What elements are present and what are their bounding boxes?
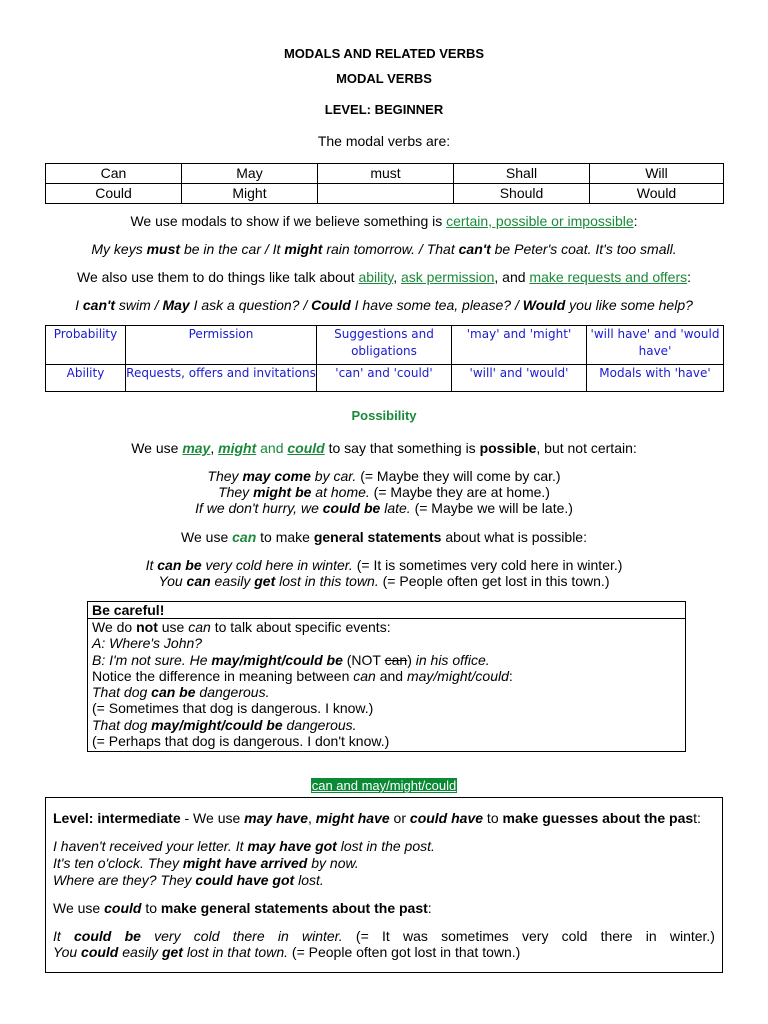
page-subtitle: MODAL VERBS [336,71,432,86]
possibility-example-4 [0,557,768,573]
word: cold [193,928,220,944]
text: I ask a question? / [189,297,312,313]
possibility-example-5 [0,573,768,589]
emphasis: may have [244,810,308,826]
emphasis: can't [82,297,115,313]
text: It [145,557,158,573]
text: , but not certain: [536,440,637,456]
intermediate-line [53,838,435,855]
text: to talk about specific events: [210,619,391,635]
text: If we don't hurry, we [195,500,323,516]
text: We use [53,900,105,916]
emphasis: can [353,667,376,684]
text: It's ten o'clock. They [53,855,183,871]
word: (= [355,928,369,944]
level-label: LEVEL: BEGINNER [324,102,444,117]
text: (= It is sometimes very cold here in winter.) [352,557,623,573]
text: We do [92,619,137,635]
table-cell: Shall [454,164,590,184]
text: very cold here in winter. [201,557,353,573]
usage-example-1 [0,241,768,257]
text: you like some help? [565,297,693,313]
text: t: [693,810,701,826]
link-ability-cell[interactable]: Ability [46,365,126,392]
intro-text: The modal verbs are: [317,133,451,149]
word: there [232,928,265,944]
emphasis: get [254,573,276,589]
word: in [645,928,657,944]
text: That dog [92,716,152,733]
text: We also use them to do things like talk about [76,269,359,285]
word: was [402,928,428,944]
careful-line [88,684,685,700]
table-cell: Can [46,164,182,184]
careful-line [88,668,685,684]
usage-line-2 [0,269,768,285]
emphasis: might have arrived [182,855,308,871]
table-cell: Will [590,164,724,184]
text: easily [118,944,162,960]
intermediate-line [53,855,359,872]
text: B: I'm not sure. He [92,651,212,668]
emphasis: could be [322,500,381,516]
emphasis: Would [522,297,566,313]
emphasis: might have [315,810,390,826]
text: , [393,269,401,285]
word: cold [561,928,588,944]
emphasis: possible [479,440,537,456]
table-cell: Should [454,184,590,204]
emphasis: might be [253,484,312,500]
emphasis: may/might/could be [211,651,343,668]
careful-line: (= Perhaps that dog is dangerous. I don't know.) [92,733,390,750]
text: A: Where's John? [92,635,203,652]
text: be Peter's coat. It's too small. [490,241,677,257]
table-cell: must [318,164,454,184]
text: and [375,667,407,684]
text: lost in that town. [182,944,289,960]
emphasis: can [186,573,211,589]
text: Notice the difference in meaning between [92,667,354,684]
emphasis: might [284,241,323,257]
text: swim / [115,297,163,313]
intermediate-line [53,810,701,827]
careful-line [88,717,685,733]
table-cell: May [182,164,318,184]
text: (= Maybe they will come by car.) [356,468,561,484]
emphasis: must [146,241,181,257]
text: , and [494,269,530,285]
link-could[interactable]: could [287,440,325,456]
possibility-example-2 [0,484,768,500]
intermediate-justified-line [53,928,715,945]
emphasis: general statements [313,529,442,545]
word: in [277,928,289,944]
link-requests-offers-invitations[interactable]: Requests, offers and invitations [126,365,317,392]
link-will-have-would-have[interactable]: 'will have' and 'would have' [587,326,724,365]
word: It [381,928,390,944]
modal-verbs-table [45,163,724,204]
text: Where are they? They [53,872,196,888]
table-row [46,365,724,392]
emphasis: make guesses about the pas [502,810,694,826]
emphasis: may/might/could be [151,716,283,733]
text: in his office. [415,651,490,668]
page-title: MODALS AND RELATED VERBS [283,46,485,61]
text: be in the car / It [180,241,285,257]
emphasis: may/might/could [406,667,509,684]
careful-line [88,635,685,651]
text: They [218,484,254,500]
text: at home. [311,484,370,500]
emphasis: Could [311,297,351,313]
text: lost in the post. [336,838,435,854]
text: We use [131,440,183,456]
emphasis: may come [242,468,311,484]
possibility-example-3 [0,500,768,516]
text: (= Maybe they are at home.) [369,484,550,500]
emphasis: can [232,529,257,545]
word: very [522,928,549,944]
text: : [427,900,432,916]
text: , [210,440,219,456]
text: lost in this town. [275,573,379,589]
emphasis: make general statements about the past [160,900,428,916]
text: use [157,619,189,635]
emphasis: could [81,944,119,960]
text: rain tomorrow. / That [322,241,459,257]
text: to [483,810,503,826]
emphasis: may have got [247,838,337,854]
careful-box-header [87,601,686,619]
text: (= People often get lost in this town.) [378,573,610,589]
emphasis: could have got [195,872,295,888]
table-cell: Would [590,184,724,204]
emphasis: could [104,900,142,916]
text: dangerous. [195,684,270,701]
text: late. [380,500,411,516]
link-probability[interactable]: Probability [46,326,126,365]
text: I haven't received your letter. It [53,838,248,854]
text: - We use [180,810,245,826]
intermediate-line [53,944,520,961]
link-suggestions-obligations[interactable]: Suggestions and obligations [317,326,452,365]
text: by car. [310,468,357,484]
possibility-heading: Possibility [351,408,417,423]
emphasis: get [161,944,183,960]
usage-example-2 [0,297,768,313]
text: ) [407,651,416,668]
text: about what is possible: [441,529,587,545]
link-can-may-might-could[interactable]: can and may/might/could [311,778,457,793]
text: (= Maybe we will be late.) [410,500,573,516]
usage-line-1 [0,213,768,229]
emphasis: can be [157,557,202,573]
emphasis: can be [151,684,196,701]
text: dangerous. [282,716,357,733]
link-will-would[interactable]: 'will' and 'would' [452,365,587,392]
text: and [256,440,288,456]
word: winter.) [669,928,715,944]
struck-text: can [384,651,408,668]
word: there [600,928,633,944]
possibility-example-1 [0,468,768,484]
word: It [53,928,61,944]
word: sometimes [441,928,509,944]
table-cell: Could [46,184,182,204]
text: to make [256,529,314,545]
word: winter. [301,928,343,944]
emphasis: could have [409,810,484,826]
text: to [141,900,161,916]
text: : [633,213,638,229]
text: , [307,810,316,826]
text: : [687,269,692,285]
text: They [207,468,243,484]
text: (= People often got lost in that town.) [288,944,521,960]
text: (NOT [342,651,385,668]
text: lost. [294,872,324,888]
word: very [154,928,181,944]
intermediate-line [53,872,324,889]
possibility-intro-2 [0,529,768,545]
link-certain-possible-impossible[interactable]: certain, possible or impossible [446,213,634,229]
text: to say that something is [324,440,480,456]
link-modals-with-have[interactable]: Modals with 'have' [587,365,724,392]
table-cell [318,184,454,204]
text: : [508,667,513,684]
text: or [389,810,410,826]
link-can-could[interactable]: 'can' and 'could' [317,365,452,392]
emphasis: can't [458,241,491,257]
table-row [46,164,724,184]
intermediate-line [53,900,432,917]
link-may[interactable]: may [182,440,211,456]
level-label: Level: intermediate [53,810,181,826]
text: We use modals to show if we believe something is [130,213,447,229]
link-may-might[interactable]: 'may' and 'might' [452,326,587,365]
text: I [75,297,83,313]
link-ability[interactable]: ability [358,269,394,285]
table-cell: Might [182,184,318,204]
category-table [45,325,724,392]
text: We use [181,529,233,545]
link-requests-offers[interactable]: make requests and offers [529,269,688,285]
table-row [46,326,724,365]
careful-line [88,652,685,668]
possibility-intro [0,440,768,456]
emphasis: not [136,619,158,635]
text: You [158,573,187,589]
text: That dog [92,684,152,701]
intermediate-box [45,797,723,973]
careful-line: (= Sometimes that dog is dangerous. I know.) [92,700,374,717]
text: I have some tea, please? / [350,297,523,313]
careful-box [87,618,686,752]
text: You [53,944,82,960]
word: be [124,928,141,944]
link-ask-permission[interactable]: ask permission [401,269,495,285]
text: by now. [307,855,359,871]
link-permission[interactable]: Permission [126,326,317,365]
word: could [74,928,112,944]
text: My keys [91,241,147,257]
careful-line [88,619,685,635]
link-might[interactable]: might [218,440,257,456]
text: easily [210,573,255,589]
emphasis: May [162,297,190,313]
careful-title: Be careful! [92,602,165,618]
table-row [46,184,724,204]
emphasis: can [188,619,211,635]
link-row [0,778,768,793]
